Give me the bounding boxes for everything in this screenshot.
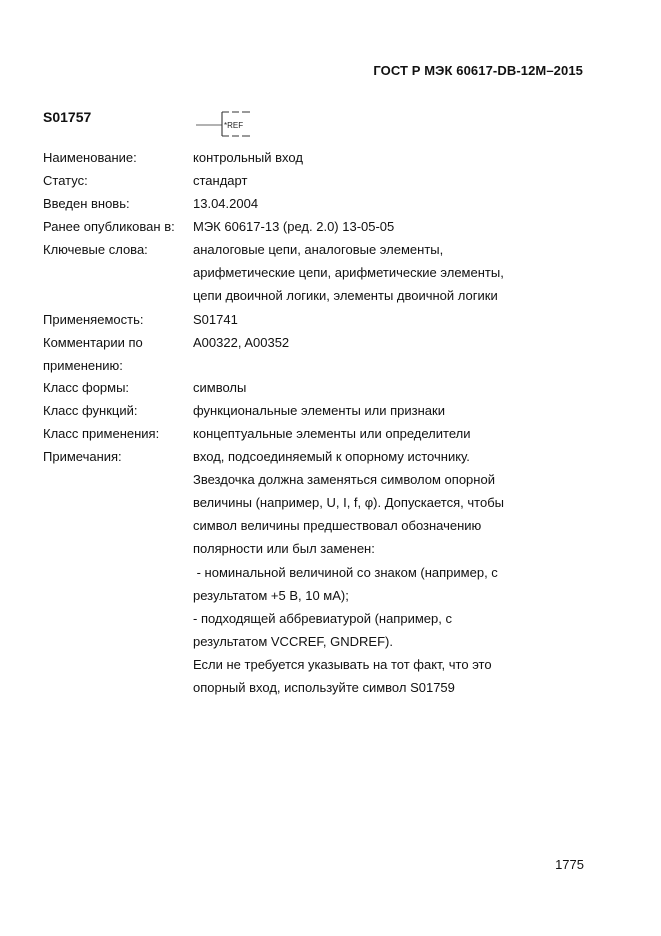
value-introduced: 13.04.2004 (193, 196, 259, 211)
value-name: контрольный вход (193, 150, 303, 165)
notes-line: вход, подсоединяемый к опорному источнику. (193, 449, 470, 464)
standard-code: ГОСТ Р МЭК 60617-DB-12M–2015 (373, 63, 583, 78)
label-application-comments-cont: применению: (43, 358, 123, 373)
label-application-class: Класс применения: (43, 426, 160, 441)
label-applicability: Применяемость: (43, 312, 144, 327)
label-keywords: Ключевые слова: (43, 242, 148, 257)
label-status: Статус: (43, 173, 88, 188)
notes-line: Если не требуется указывать на тот факт, что это (193, 657, 492, 672)
label-previously-published: Ранее опубликован в: (43, 219, 175, 234)
notes-line: полярности или был заменен: (193, 541, 375, 556)
notes-line: Звездочка должна заменяться символом опорной (193, 472, 495, 487)
value-status: стандарт (193, 173, 248, 188)
label-application-comments: Комментарии по (43, 335, 143, 350)
label-function-class: Класс функций: (43, 403, 138, 418)
label-notes: Примечания: (43, 449, 122, 464)
value-applicability: S01741 (193, 312, 238, 327)
value-function-class: функциональные элементы или признаки (193, 403, 445, 418)
value-previously-published: МЭК 60617-13 (ред. 2.0) 13-05-05 (193, 219, 395, 234)
symbol-ref-label: *REF (224, 121, 244, 130)
notes-line: - номинальной величиной со знаком (например, с (193, 565, 498, 580)
keywords-line: цепи двоичной логики, элементы двоичной логики (193, 288, 498, 303)
notes-line: результатом +5 В, 10 мА); (193, 588, 349, 603)
value-application-comments: A00322, A00352 (193, 335, 290, 350)
label-form-class: Класс формы: (43, 380, 130, 395)
keywords-line: арифметические цепи, арифметические элементы, (193, 265, 504, 280)
notes-line: - подходящей аббревиатурой (например, с (193, 611, 452, 626)
label-introduced: Введен вновь: (43, 196, 130, 211)
notes-line: величины (например, U, I, f, φ). Допускается, чтобы (193, 495, 504, 510)
label-name: Наименование: (43, 150, 137, 165)
value-form-class: символы (193, 380, 247, 395)
symbol-id: S01757 (43, 109, 92, 125)
notes-line: символ величины предшествовал обозначению (193, 518, 482, 533)
keywords-line: аналоговые цепи, аналоговые элементы, (193, 242, 444, 257)
value-application-class: концептуальные элементы или определители (193, 426, 471, 441)
notes-line: результатом VCCREF, GNDREF). (193, 634, 393, 649)
page-number: 1775 (555, 857, 584, 872)
notes-line: опорный вход, используйте символ S01759 (193, 680, 455, 695)
reference-input-symbol (194, 108, 256, 138)
